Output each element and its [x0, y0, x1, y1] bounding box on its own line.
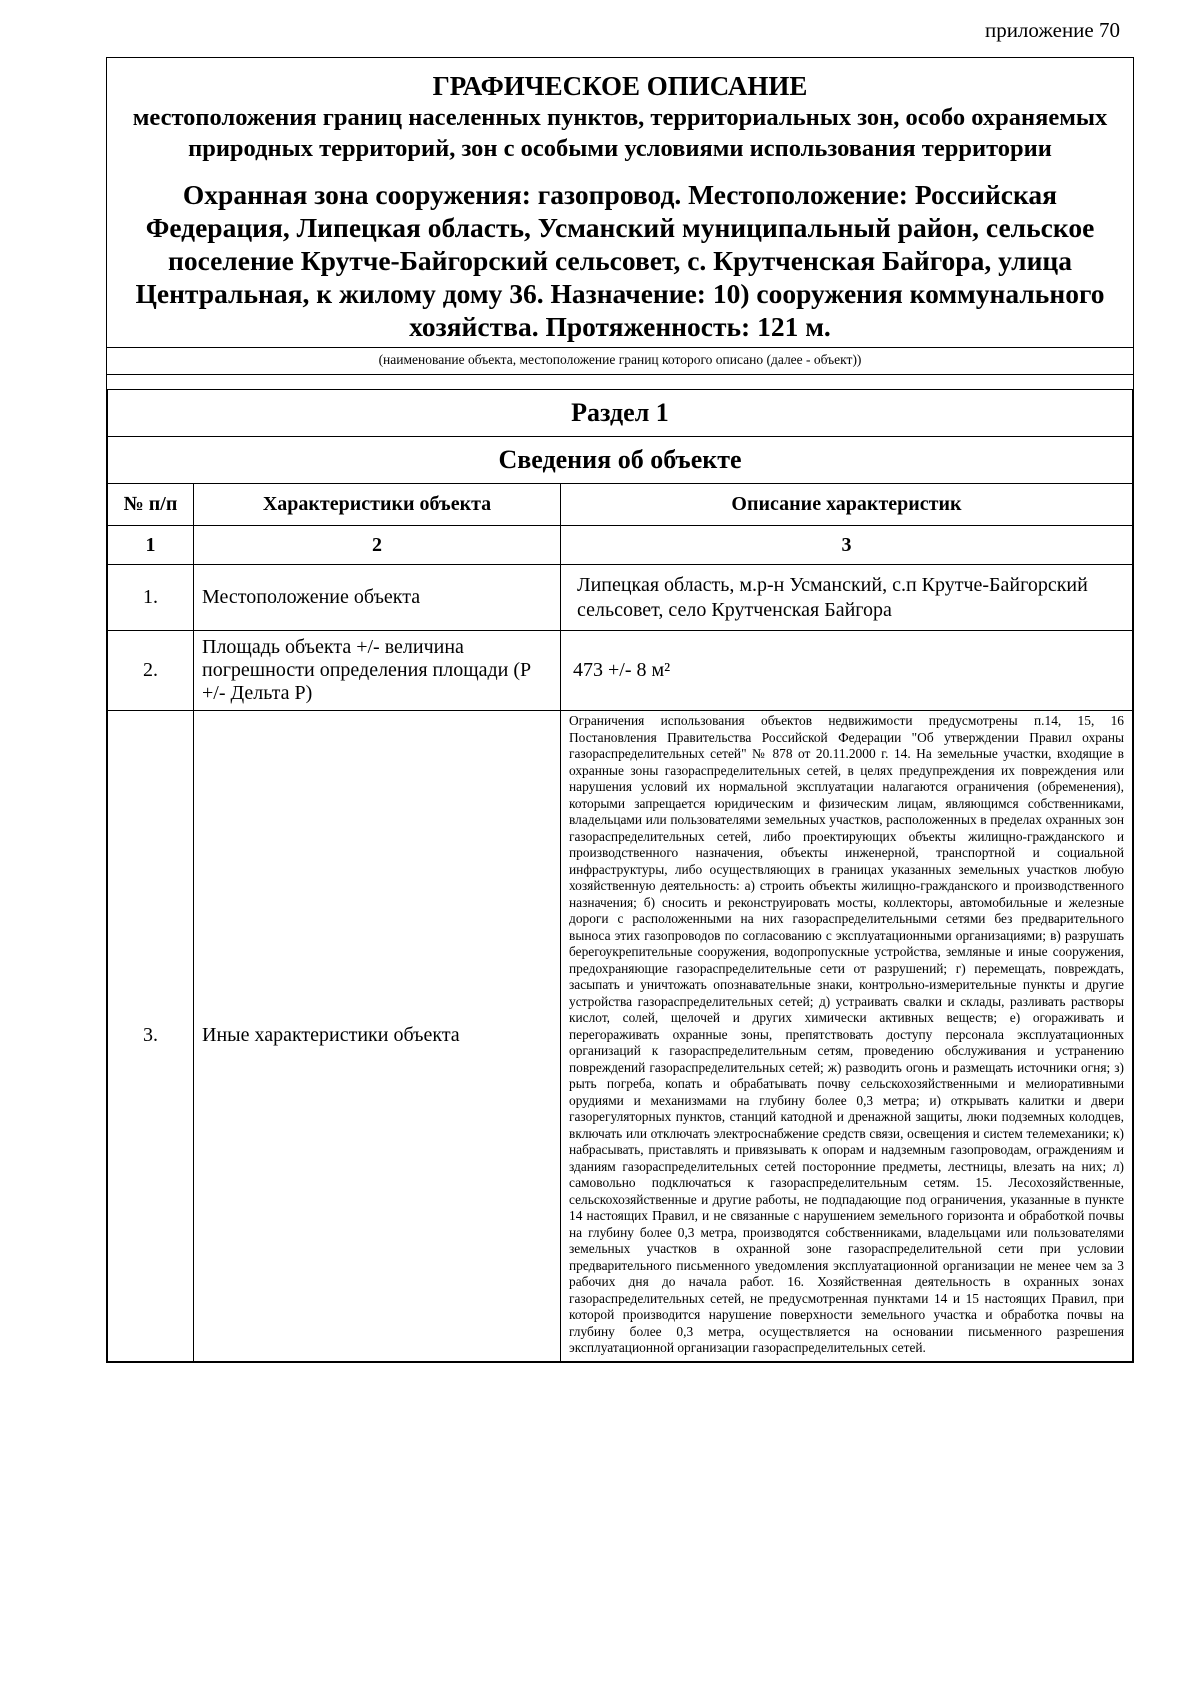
column-number-row	[108, 526, 1133, 565]
section-subtitle: Сведения об объекте	[108, 437, 1133, 484]
row-characteristic: Площадь объекта +/- величина погрешности определения площади (Р +/- Дельта Р)	[194, 631, 561, 711]
column-header: Описание характеристик	[561, 484, 1133, 526]
document-title: ГРАФИЧЕСКОЕ ОПИСАНИЕ	[432, 71, 808, 101]
row-number: 3.	[108, 711, 194, 1362]
row-number: 2.	[108, 631, 194, 711]
object-info-table	[107, 389, 1133, 1362]
row-characteristic: Иные характеристики объекта	[194, 711, 561, 1362]
column-number: 2	[194, 526, 561, 565]
row-description: 473 +/- 8 м²	[561, 631, 1133, 711]
row-characteristic: Местоположение объекта	[194, 565, 561, 631]
row-number: 1.	[108, 565, 194, 631]
document-subtitle: местоположения границ населенных пунктов, территориальных зон, особо охраняемых природных территорий, зон с особыми условиями использования территории	[132, 104, 1108, 162]
column-number: 3	[561, 526, 1133, 565]
divider	[107, 374, 1133, 389]
row-description: Ограничения использования объектов недвижимости предусмотрены п.14, 15, 16 Постановления Правительства Российской Федерации "Об утверждении Правил охраны газораспределительных сетей" № 878 от 20.11.2000 г. 14. На земельные участки, входящие в охранные зоны газораспределительных сетей, в целях предупреждения их повреждения или нарушения условий их нормальной эксплуатации налагаются ограничения (обременения), которыми запрещается юридическим и физическим лицам, являющимся собственниками, владельцами или пользователями земельных участков, расположенных в пределах охранных зон газораспределительных сетей, либо проектирующих объекты жилищно-гражданского и производственного назначения, объекты инженерной, транспортной и социальной инфраструктуры, либо осуществляющих в границах указанных земельных участков любую хозяйственную деятельность: а) строить объекты жилищно-гражданского и производственного назначения; б) сносить и реконструировать мосты, коллекторы, автомобильные и железные дороги с расположенными на них газораспределительными сетями без предварительного выноса этих газопроводов по согласованию с эксплуатационными организациями; в) разрушать берегоукрепительные сооружения, водопропускные устройства, земляные и иные сооружения, предохраняющие газораспределительные сети от разрушений; г) перемещать, повреждать, засыпать и уничтожать опознавательные знаки, контрольно-измерительные пункты и другие устройства газораспределительных сетей; д) устраивать свалки и склады, разливать растворы кислот, солей, щелочей и других химически активных веществ; е) огораживать и перегораживать охранные зоны, препятствовать доступу персонала эксплуатационных организаций к газораспределительным сетям, проведению обслуживания и устранению повреждений газораспределительных сетей; ж) разводить огонь и размещать источники огня; з) рыть погреба, копать и обрабатывать почву сельскохозяйственными и мелиоративными орудиями и механизмами на глубину более 0,3 метра; и) открывать калитки и двери газорегуляторных пунктов, станций катодной и дренажной защиты, люки подземных колодцев, включать или отключать электроснабжение средств связи, освещения и систем телемеханики; к) набрасывать, приставлять и привязывать к опорам и надземным газопроводам, ограждениям и зданиям газораспределительных сетей посторонние предметы, лестницы, влезать на них; л) самовольно подключаться к газораспределительным сетям. 15. Лесохозяйственные, сельскохозяйственные и другие работы, не подпадающие под ограничения, указанные в пункте 14 настоящих Правил, и не связанные с нарушением земельного горизонта и обработкой почвы на глубину более 0,3 метра, производятся собственниками, владельцами или пользователями земельных участков в охранной зоне газораспределительной сети при условии предварительного письменного уведомления эксплуатационной организации не менее чем за 3 рабочих дня до начала работ. 16. Хозяйственная деятельность в охранных зонах газораспределительных сетей, не предусмотренная пунктами 14 и 15 настоящих Правил, при которой производится нарушение поверхности земельного участка и обработка почвы на глубину более 0,3 метра, осуществляется на основании письменного разрешения эксплуатационной организации газораспределительных сетей.	[561, 711, 1133, 1362]
column-header: № п/п	[108, 484, 194, 526]
document-header	[107, 58, 1133, 347]
table-row	[108, 565, 1133, 631]
table-row	[108, 631, 1133, 711]
location-text: Липецкая область, м.р-н Усманский, с.п Крутче-Байгорский сельсовет, село Крутченская Байгора	[577, 573, 1088, 621]
column-number: 1	[108, 526, 194, 565]
object-description: Охранная зона сооружения: газопровод. Местоположение: Российская Федерация, Липецкая область, Усманский муниципальный район, сельское поселение Крутче-Байгорский сельсовет, с. Крутченская Байгора, улица Центральная, к жилому дому 36. Назначение: 10) сооружения коммунального хозяйства. Протяженность: 121 м.	[135, 179, 1105, 342]
table-row	[108, 711, 1133, 1362]
appendix-label: приложение 70	[984, 18, 1120, 42]
column-header: Характеристики объекта	[194, 484, 561, 526]
section-title: Раздел 1	[108, 390, 1133, 437]
object-caption: (наименование объекта, местоположение границ которого описано (далее - объект))	[107, 347, 1133, 374]
table-header-row	[108, 484, 1133, 526]
document-frame	[106, 57, 1134, 1363]
row-description	[561, 565, 1133, 631]
